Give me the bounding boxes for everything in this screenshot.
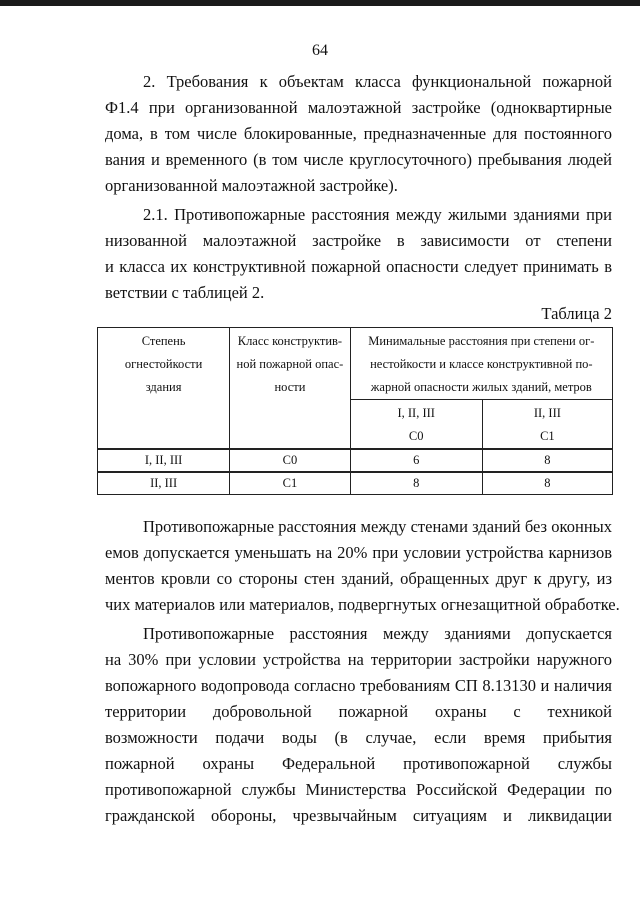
page-number: 64 bbox=[312, 42, 328, 59]
para2-line-4: ветствии с таблицей 2. bbox=[105, 283, 265, 302]
subheader-c0: I, II, III С0 bbox=[350, 400, 482, 450]
cell-class: С0 bbox=[230, 449, 350, 472]
cell-distance-c0: 8 bbox=[350, 472, 482, 495]
para1-line-3: дома, в том числе блокированные, предназначенные для постоянного bbox=[105, 124, 612, 143]
para4-line-4: территории добровольной пожарной охраны с техникой bbox=[105, 702, 612, 721]
cell-distance-c1: 8 bbox=[482, 449, 612, 472]
para4-line-7: противопожарной службы Министерства Российской Федерации по bbox=[105, 780, 612, 799]
table-row bbox=[98, 449, 613, 472]
cell-class: С1 bbox=[230, 472, 350, 495]
para1-line-5: организованной малоэтажной застройке). bbox=[105, 176, 398, 195]
para3-line-2: емов допускается уменьшать на 20% при условии устройства карнизов bbox=[105, 543, 612, 562]
para4-line-2: на 30% при условии устройства на территории застройки наружного bbox=[105, 650, 612, 669]
para4-line-8: гражданской обороны, чрезвычайным ситуациям и ликвидации bbox=[105, 806, 612, 825]
header-fire-resistance: Степень огнестойкости здания bbox=[98, 328, 230, 450]
table-caption: Таблица 2 bbox=[541, 304, 612, 323]
para2-line-2: низованной малоэтажной застройке в зависимости от степени bbox=[105, 231, 612, 250]
table-row bbox=[98, 472, 613, 495]
para4-line-1: Противопожарные расстояния между зданиями допускается bbox=[143, 624, 612, 643]
para4-line-5: возможности подачи воды (в случае, если время прибытия bbox=[105, 728, 612, 747]
header-construction-class: Класс конструктив- ной пожарной опас- ности bbox=[230, 328, 350, 450]
para1-line-2: Ф1.4 при организованной малоэтажной застройке (одноквартирные bbox=[105, 98, 612, 117]
cell-distance-c0: 6 bbox=[350, 449, 482, 472]
para4-line-3: вопожарного водопровода согласно требованиям СП 8.13130 и наличия bbox=[105, 676, 612, 695]
subheader-c1: II, III С1 bbox=[482, 400, 612, 450]
header-min-distances: Минимальные расстояния при степени ог- нестойкости и классе конструктивной по- жарной опасности жилых зданий, метров bbox=[350, 328, 612, 400]
para2-line-3: и класса их конструктивной пожарной опасности следует принимать в bbox=[105, 257, 612, 276]
para3-line-4: чих материалов или материалов, подвергнутых огнезащитной обработке. bbox=[105, 595, 620, 614]
para3-line-1: Противопожарные расстояния между стенами зданий без оконных bbox=[143, 517, 612, 536]
cell-distance-c1: 8 bbox=[482, 472, 612, 495]
scan-edge-bar bbox=[0, 0, 640, 6]
para4-line-6: пожарной охраны Федеральной противопожарной службы bbox=[105, 754, 612, 773]
para1-line-1: 2. Требования к объектам класса функциональной пожарной bbox=[143, 72, 612, 91]
distances-table bbox=[97, 327, 613, 495]
cell-degree: I, II, III bbox=[98, 449, 230, 472]
para2-line-1: 2.1. Противопожарные расстояния между жилыми зданиями при bbox=[143, 205, 612, 224]
para3-line-3: ментов кровли со стороны стен зданий, обращенных друг к другу, из bbox=[105, 569, 612, 588]
cell-degree: II, III bbox=[98, 472, 230, 495]
para1-line-4: вания и временного (в том числе круглосуточного) пребывания людей bbox=[105, 150, 612, 169]
